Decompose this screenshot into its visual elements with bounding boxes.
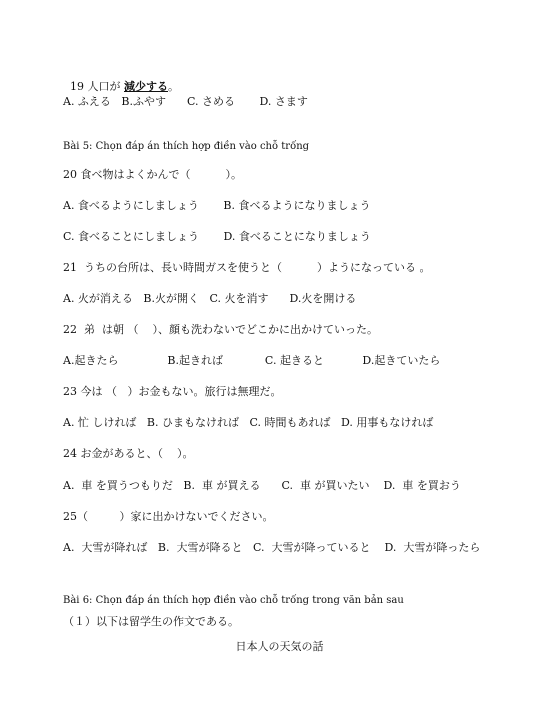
question-19-suffix: 。 [168, 80, 179, 93]
question-24-options: A. 車 を買うつもりだ B. 車 が買える C. 車 が買いたい D. 車 を買おう [63, 479, 461, 492]
passage-title: 日本人の天気の話 [235, 640, 324, 653]
question-23: 23 今は （ ）お金もない。旅行は無理だ。 [63, 385, 282, 398]
passage-intro: （１）以下は留学生の作文である。 [63, 615, 239, 628]
question-19-options: A. ふえる B.ふやす C. さめる D. さます [63, 95, 308, 108]
bai6-heading: Bài 6: Chọn đáp án thích hợp điền vào chỗ trống trong văn bản sau [63, 595, 404, 606]
question-21: 21 うちの台所は、長い時間ガスを使うと（ ）ようになっている 。 [63, 261, 431, 274]
question-25-options: A. 大雪が降れば B. 大雪が降ると C. 大雪が降っていると D. 大雪が降ったら [63, 541, 481, 554]
question-20-options-ab: A. 食べるようにしましょう B. 食べるようになりましょう [63, 199, 371, 212]
question-25: 25（ ）家に出かけないでください。 [63, 510, 274, 523]
question-20: 20 食べ物はよくかんで（ ）。 [63, 168, 242, 181]
question-19-target-word: 減少する [124, 80, 168, 93]
question-24: 24 お金があると、（ ）。 [63, 447, 194, 460]
question-21-options: A. 火が消える B.火が開く C. 火を消す D.火を開ける [63, 292, 357, 305]
question-23-options: A. 忙 しければ B. ひまもなければ C. 時間もあれば D. 用事もなければ [63, 416, 434, 429]
bai5-heading: Bài 5: Chọn đáp án thích hợp điền vào chỗ trống [63, 141, 310, 152]
question-22-options: A.起きたら B.起きれば C. 起きると D.起きていたら [63, 354, 441, 367]
question-20-options-cd: C. 食べることにしましょう D. 食べることになりましょう [63, 230, 371, 243]
question-19-prefix: 19 人口が [70, 80, 124, 93]
question-19 [63, 66, 179, 94]
question-22: 22 弟 は朝 （ ）、顔も洗わないでどこかに出かけていった。 [63, 323, 378, 336]
